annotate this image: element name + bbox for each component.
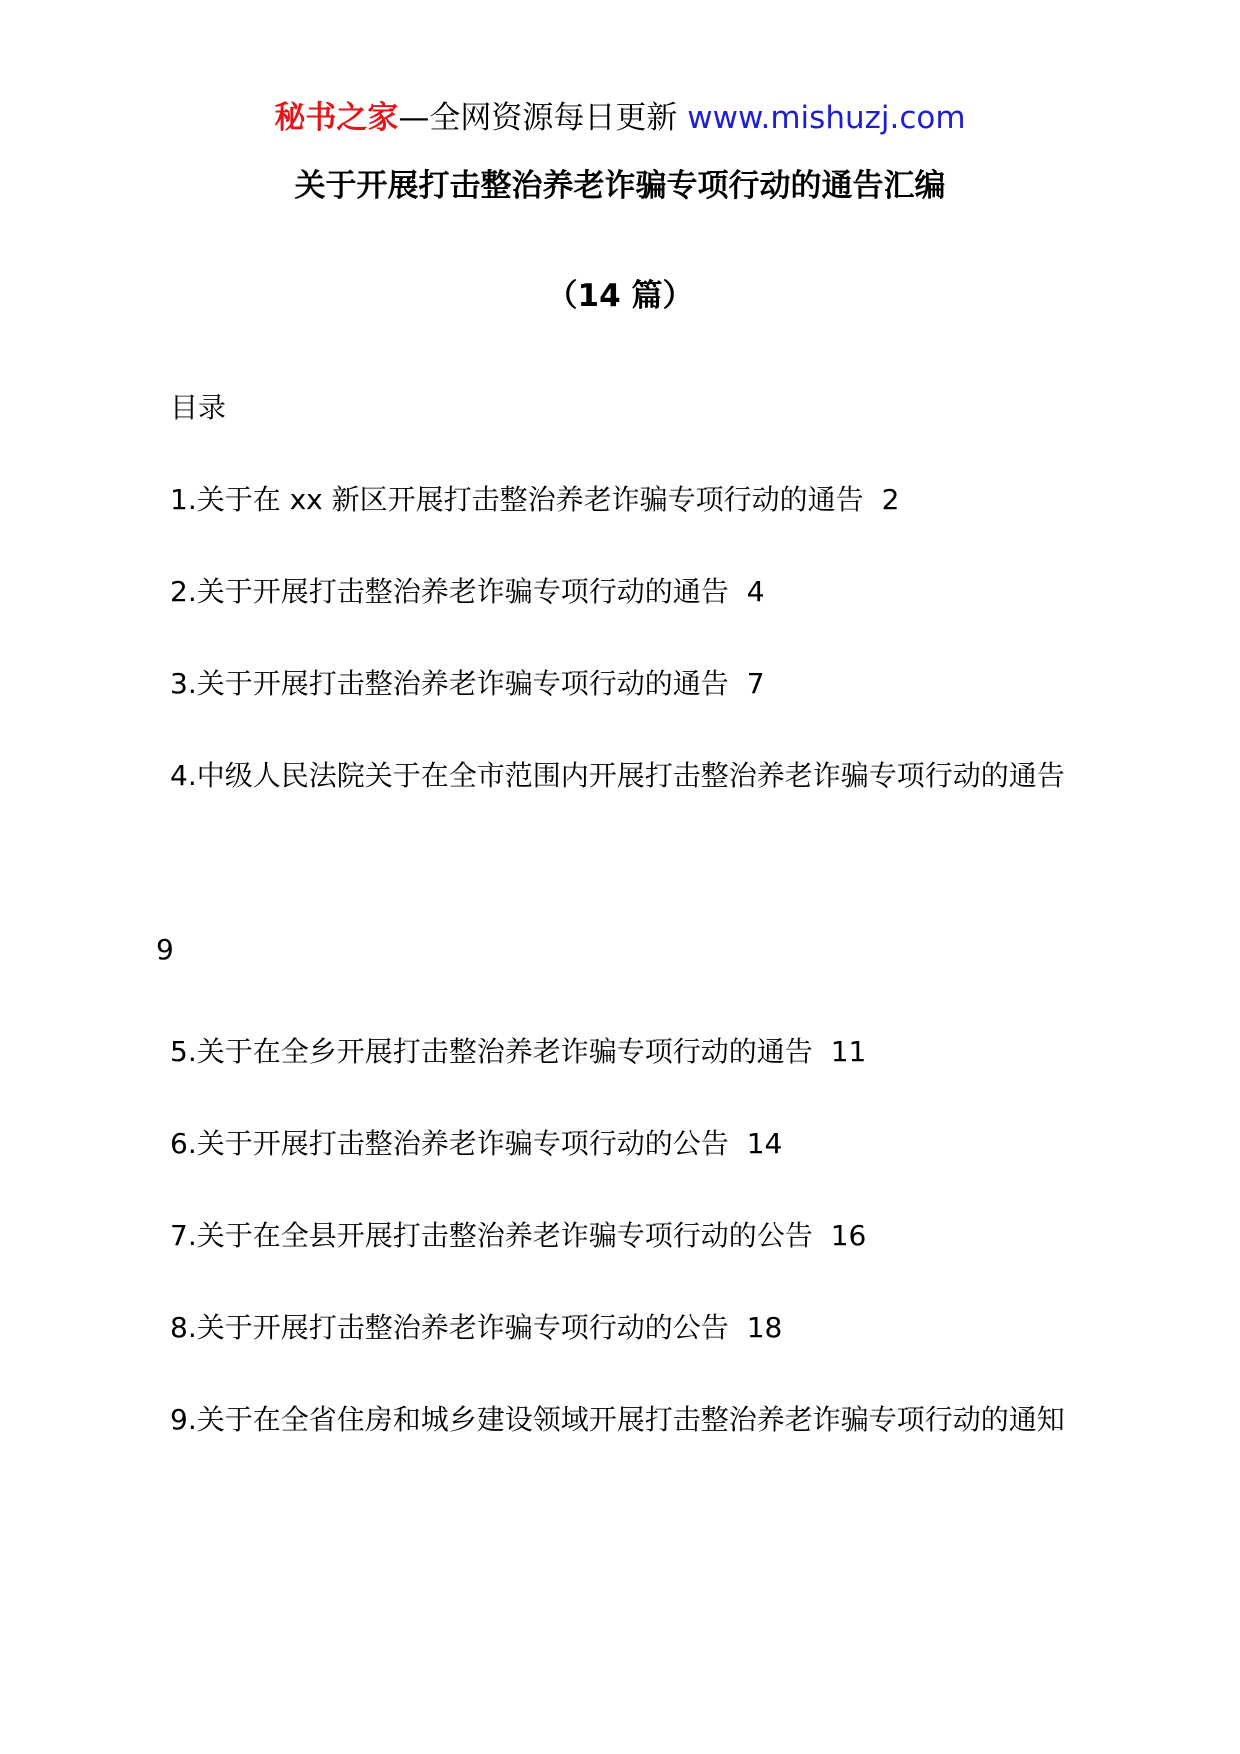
- site-url-link[interactable]: www.mishuzj.com: [687, 100, 966, 136]
- toc-item-text: 2.关于开展打击整治养老诈骗专项行动的通告: [170, 575, 729, 608]
- toc-item-text: 5.关于在全乡开展打击整治养老诈骗专项行动的通告: [170, 1035, 813, 1068]
- toc-item-4: [170, 756, 1065, 796]
- document-count: （14 篇）: [546, 278, 694, 314]
- toc-item-text: 1.关于在 xx 新区开展打击整治养老诈骗专项行动的通告: [170, 483, 864, 516]
- toc-item-4-page: 9: [156, 933, 174, 966]
- toc-item-2: [170, 572, 765, 612]
- toc-item-text: 3.关于开展打击整治养老诈骗专项行动的通告: [170, 667, 729, 700]
- toc-item-page: 2: [881, 483, 900, 516]
- toc-item-7: [170, 1216, 866, 1256]
- toc-item-text: 6.关于开展打击整治养老诈骗专项行动的公告: [170, 1127, 729, 1160]
- toc-item-page: 14: [746, 1127, 783, 1160]
- toc-item-page: 16: [830, 1219, 867, 1252]
- toc-item-5: [170, 1032, 866, 1072]
- toc-item-text: 4.中级人民法院关于在全市范围内开展打击整治养老诈骗专项行动的通告: [170, 759, 1065, 792]
- toc-heading: 目录: [170, 391, 227, 424]
- toc-item-3: [170, 664, 765, 704]
- toc-item-page: 4: [746, 575, 765, 608]
- toc-item-page: 18: [746, 1311, 783, 1344]
- site-header: [0, 98, 1240, 138]
- brand-name: 秘书之家: [274, 100, 399, 136]
- toc-item-6: [170, 1124, 782, 1164]
- toc-item-page: 11: [830, 1035, 867, 1068]
- header-tagline: —全网资源每日更新: [398, 100, 688, 136]
- toc-item-1: [170, 480, 900, 520]
- document-title: 关于开展打击整治养老诈骗专项行动的通告汇编: [294, 168, 946, 204]
- toc-item-page: 7: [746, 667, 765, 700]
- toc-item-8: [170, 1308, 782, 1348]
- toc-item-9: [170, 1400, 1065, 1440]
- toc-item-text: 9.关于在全省住房和城乡建设领域开展打击整治养老诈骗专项行动的通知: [170, 1403, 1065, 1436]
- toc-item-text: 8.关于开展打击整治养老诈骗专项行动的公告: [170, 1311, 729, 1344]
- toc-item-text: 7.关于在全县开展打击整治养老诈骗专项行动的公告: [170, 1219, 813, 1252]
